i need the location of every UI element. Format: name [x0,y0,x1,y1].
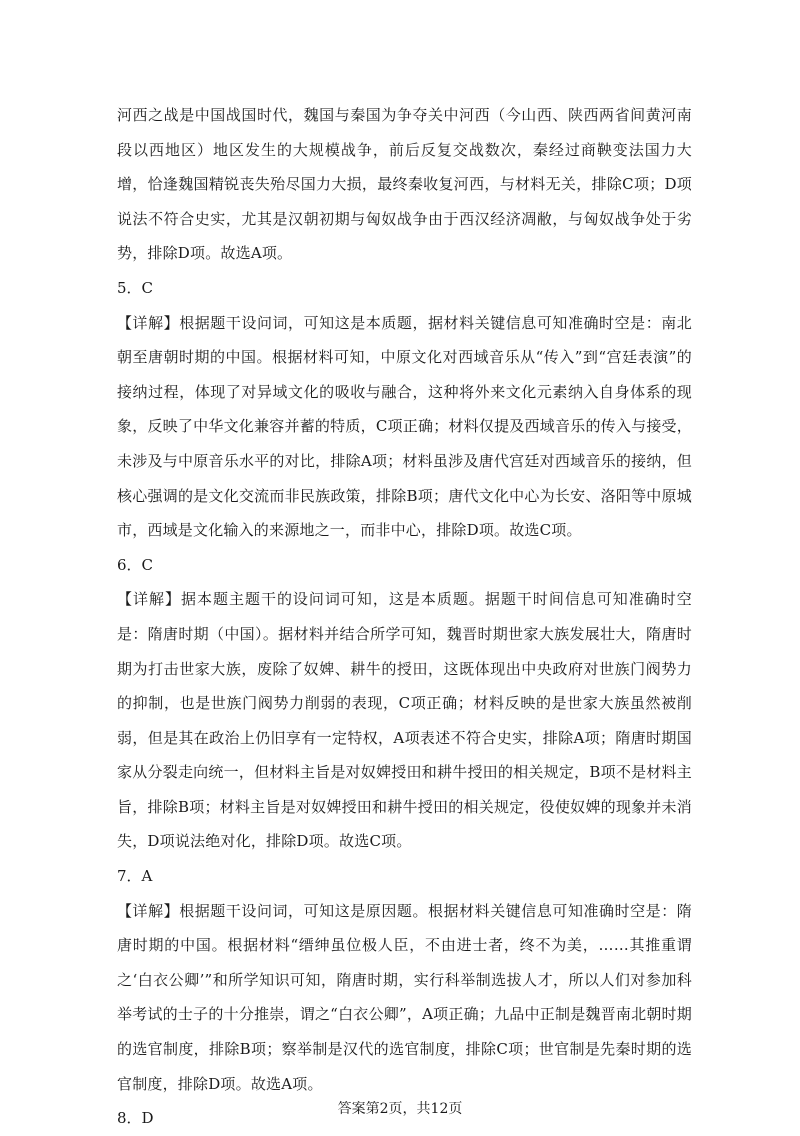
explanation-paragraph: 河西之战是中国战国时代，魏国与秦国为争夺关中河西（今山西、陕西两省间黄河南段以西地区）地区发生的大规模战争，前后反复交战数次，秦经过商鞅变法国力大增，恰逢魏国精锐丧失殆尽国力大损，最终秦收复河西，与材料无关，排除C项；D项说法不符合史实，尤其是汉朝初期与匈奴战争由于西汉经济凋敝，与匈奴战争处于劣势，排除D项。故选A项。 [117,106,692,263]
answer-key: 5．C [117,278,154,297]
answer-key: 8．D [117,1109,154,1128]
explanation-paragraph: 【详解】根据题干设问词，可知这是原因题。根据材料关键信息可知准确时空是：隋唐时期的中国。根据材料“缙绅虽位极人臣，不由进士者，终不为美，……其推重谓之‘白衣公卿’”和所学知识可知，隋唐时期，实行科举制选拔人才，所以人们对参加科举考试的士子的十分推崇，谓之“白衣公卿”，A项正确；九品中正制是魏晋南北朝时期的选官制度，排除B项；察举制是汉代的选官制度，排除C项；世官制是先秦时期的选官制度，排除D项。故选A项。 [117,901,692,1093]
answer-key: 7．A [117,867,153,886]
explanation-paragraph: 【详解】根据题干设问词，可知这是本质题，据材料关键信息可知准确时空是：南北朝至唐朝时期的中国。根据材料可知，中原文化对西域音乐从“传入”到“宫廷表演”的接纳过程，体现了对异域文化的吸收与融合，这种将外来文化元素纳入自身体系的现象，反映了中华文化兼容并蓄的特质，C项正确；材料仅提及西域音乐的传入与接受，未涉及与中原音乐水平的对比，排除A项；材料虽涉及唐代宫廷对西域音乐的接纳，但核心强调的是文化交流而非民族政策，排除B项；唐代文化中心为长安、洛阳等中原城市，西域是文化输入的来源地之一，而非中心，排除D项。故选C项。 [117,313,692,540]
answer-key: 6．C [117,555,154,574]
explanation-paragraph: 【详解】据本题主题干的设问词可知，这是本质题。据题干时间信息可知准确时空是：隋唐时期（中国）。据材料并结合所学可知，魏晋时期世家大族发展壮大，隋唐时期为打击世家大族，废除了奴婢、耕牛的授田，这既体现出中央政府对世族门阀势力的抑制，也是世族门阀势力削弱的表现，C项正确；材料反映的是世家大族虽然被削弱，但是其在政治上仍旧享有一定特权，A项表述不符合史实，排除A项；隋唐时期国家从分裂走向统一，但材料主旨是对奴婢授田和耕牛授田的相关规定，B项不是材料主旨，排除B项；材料主旨是对奴婢授田和耕牛授田的相关规定，役使奴婢的现象并未消失，D项说法绝对化，排除D项。故选C项。 [117,590,692,851]
page-footer: 答案第2页，共12页 [337,1101,463,1117]
answer-explanations [117,98,692,1136]
